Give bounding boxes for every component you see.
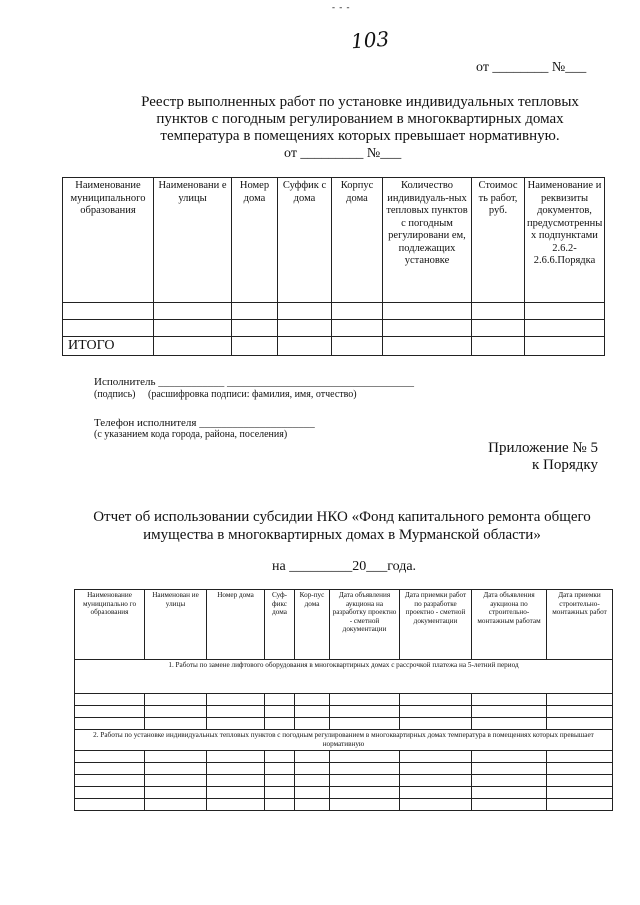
table-row [75,706,613,718]
col-building: Кор-пус дома [295,590,330,660]
col-documents: Наименование и реквизиты документов, предусмотренны х подпунктами 2.6.2-2.6.6.Порядка [525,178,605,303]
col-construction-auction-date: Дата объявления аукциона по строительно-монтажным работам [472,590,547,660]
handwritten-page-number: 103 [350,26,390,54]
table-row [75,718,613,730]
col-house-suffix: Суф-фикс дома [265,590,295,660]
col-cost: Стоимос ть работ, руб. [472,178,525,303]
col-design-auction-date: Дата объявления аукциона на разработку проектно - сметной документации [330,590,400,660]
section-1-heading: 1. Работы по замене лифтового оборудования в многоквартирных домах с рассрочкой платежа на 5-летний период [75,660,613,694]
top-mark: - - - [332,2,351,12]
phone-line: Телефон исполнителя _____________________ [94,417,315,429]
form1-title: Реестр выполненных работ по установке индивидуальных тепловых пунктов с погодным регулированием в многоквартирных домах температура в помещениях которых превышает нормативную. [141,94,579,144]
total-row [63,337,605,356]
form1-subdate: от _________ №___ [284,146,402,161]
col-street: Наименовани е улицы [154,178,232,303]
col-municipality: Наименование муниципально го образования [75,590,145,660]
executor-line: Исполнитель ____________ __________________________________ [94,376,415,388]
table-row [75,799,613,811]
table-row [75,694,613,706]
table-row [75,751,613,763]
form2-date-line: на _________20___года. [272,559,417,574]
col-house-number: Номер дома [232,178,278,303]
form2-table [74,589,613,811]
form1-table [62,177,605,356]
signature-hint: (подпись) (расшифровка подписи: фамилия, имя, отчество) [94,389,357,400]
table-row [75,763,613,775]
table-row [63,303,605,320]
table-row [63,320,605,337]
col-municipality: Наименование муниципального образования [63,178,154,303]
phone-hint: (с указанием кода города, района, поселения) [94,429,288,440]
form1-date-line: от ________ №___ [476,60,587,75]
appendix-ref: к Порядку [532,457,598,473]
table-row [75,775,613,787]
col-construction-acceptance-date: Дата приемки строительно-монтажных работ [547,590,613,660]
total-label: ИТОГО [63,337,154,356]
col-house-suffix: Суффик с дома [278,178,332,303]
col-heat-points-count: Количество индивидуаль-ных тепловых пунктов с погодным регулировани ем, подлежащих установке [383,178,472,303]
col-building: Корпус дома [332,178,383,303]
appendix-number: Приложение № 5 [488,440,598,456]
col-street: Наименован ие улицы [145,590,207,660]
section-2-heading: 2. Работы по установке индивидуальных тепловых пунктов с погодным регулированием в многоквартирных домах температура в помещениях которых превышает нормативную [75,730,613,751]
col-design-acceptance-date: Дата приемки работ по разработке проектно - сметной документации [400,590,472,660]
form2-title: Отчет об использовании субсидии НКО «Фонд капитального ремонта общего имущества в многоквартирных домах в Мурманской области» [93,509,591,543]
col-house-number: Номер дома [207,590,265,660]
table-row [75,787,613,799]
